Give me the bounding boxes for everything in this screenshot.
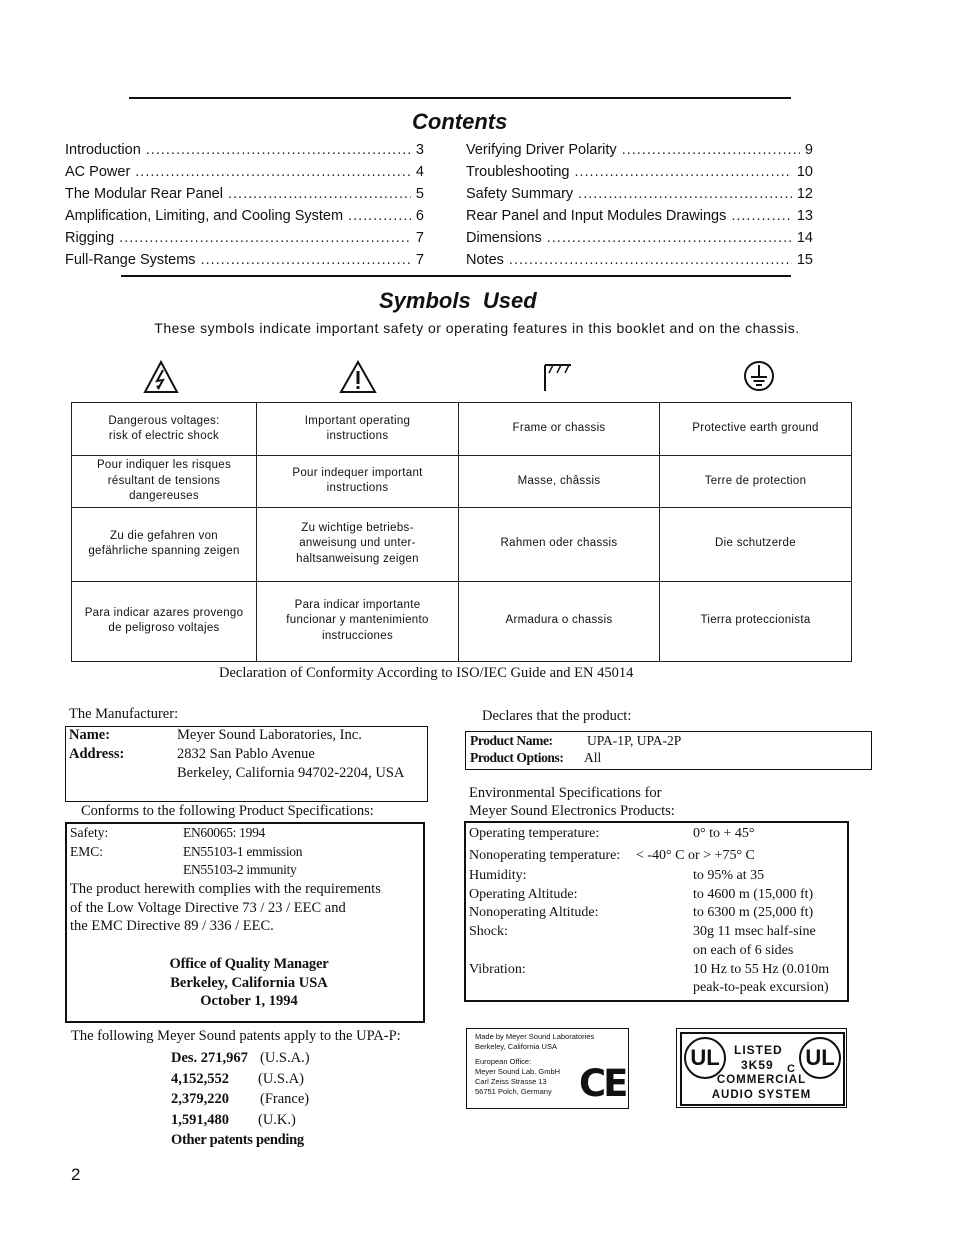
address-line2: Berkeley, California 94702-2204, USA <box>177 765 405 781</box>
table-cell: Rahmen oder chassis <box>459 507 660 581</box>
table-cell: Terre de protection <box>660 456 852 508</box>
table-row <box>72 507 852 581</box>
symbols-title: Symbols Used <box>379 288 537 313</box>
exclamation-triangle-icon <box>339 360 377 399</box>
ul-logo-icon: UL <box>684 1037 726 1079</box>
toc-page: 15 <box>796 252 813 268</box>
toc-entry[interactable] <box>466 164 813 180</box>
toc-entry[interactable] <box>466 186 813 202</box>
toc-label: Rear Panel and Input Modules Drawings <box>466 208 727 224</box>
env-spec-value: on each of 6 sides <box>693 943 794 958</box>
toc-entry[interactable] <box>65 252 424 268</box>
toc-page: 7 <box>415 230 424 246</box>
patent-number: 2,379,220 <box>171 1091 229 1107</box>
env-label: Environmental Specifications for <box>469 785 662 801</box>
top-rule <box>129 97 791 99</box>
patent-country: (U.S.A.) <box>260 1050 310 1066</box>
table-cell: Die schutzerde <box>660 507 852 581</box>
toc-page: 7 <box>415 252 424 268</box>
compliance-line: the EMC Directive 89 / 336 / EEC. <box>70 918 274 934</box>
safety-value: EN60065: 1994 <box>183 825 265 840</box>
toc-label: Notes <box>466 252 504 268</box>
name-label: Name: <box>69 727 111 743</box>
toc-page: 5 <box>415 186 424 202</box>
emc-value-1: EN55103-1 emmission <box>183 844 303 859</box>
table-cell: Pour indequer important instructions <box>257 456 459 508</box>
env-spec-value: 10 Hz to 55 Hz (0.010m <box>693 962 830 977</box>
table-cell: Pour indiquer les risques résultant de tensions dangereuses <box>72 456 257 508</box>
toc-page: 10 <box>796 164 813 180</box>
toc-page: 6 <box>415 208 424 224</box>
symbols-intro: These symbols indicate important safety or operating features in this booklet and on the chassis. <box>154 320 800 336</box>
toc-right <box>466 142 813 272</box>
product-options-value: All <box>584 750 602 765</box>
env-spec-value: to 4600 m (15,000 ft) <box>693 887 814 902</box>
emc-label: EMC: <box>70 844 104 859</box>
chassis-ground-icon <box>542 359 574 398</box>
toc-label: The Modular Rear Panel <box>65 186 223 202</box>
env-spec-label: Nonoperating temperature: <box>469 848 621 863</box>
toc-label: Amplification, Limiting, and Cooling System <box>65 208 344 224</box>
ce-line: European Office: <box>475 1057 532 1066</box>
office-line: October 1, 1994 <box>200 993 298 1009</box>
table-cell: Tierra proteccionista <box>660 581 852 661</box>
env-spec-label: Humidity: <box>469 868 527 883</box>
toc-page: 14 <box>796 230 813 246</box>
table-row <box>72 456 852 508</box>
env-spec-value: peak-to-peak excursion) <box>693 980 829 995</box>
toc-entry[interactable] <box>466 142 813 158</box>
section-rule <box>121 275 791 277</box>
name-value: Meyer Sound Laboratories, Inc. <box>177 727 362 743</box>
table-cell: Armadura o chassis <box>459 581 660 661</box>
ul-line: AUDIO SYSTEM <box>711 1089 812 1101</box>
toc-label: AC Power <box>65 164 131 180</box>
product-box <box>465 731 872 770</box>
table-row <box>72 581 852 661</box>
address-line1: 2832 San Pablo Avenue <box>177 746 315 762</box>
protective-earth-icon <box>743 360 775 397</box>
symbols-table <box>71 402 852 662</box>
toc-left <box>65 142 424 272</box>
patent-country: (U.K.) <box>258 1112 296 1128</box>
toc-entry[interactable] <box>65 164 424 180</box>
manufacturer-box <box>65 726 428 802</box>
toc-entry[interactable] <box>65 230 424 246</box>
toc-entry[interactable] <box>65 186 424 202</box>
emc-value-2: EN55103-2 immunity <box>183 862 297 877</box>
ul-logo-icon: UL <box>799 1037 841 1079</box>
table-row <box>72 403 852 456</box>
toc-entry[interactable] <box>466 208 813 224</box>
toc-page: 9 <box>804 142 813 158</box>
patent-number: Des. 271,967 <box>171 1050 248 1066</box>
env-spec-value: to 6300 m (25,000 ft) <box>693 905 814 920</box>
specifications-box <box>65 822 425 1023</box>
toc-page: 3 <box>415 142 424 158</box>
manufacturer-label: The Manufacturer: <box>69 706 179 722</box>
toc-entry[interactable] <box>65 208 424 224</box>
ul-listed: LISTED <box>734 1043 783 1057</box>
table-cell: Zu die gefahren von gefährliche spanning zeigen <box>72 507 257 581</box>
toc-label: Safety Summary <box>466 186 574 202</box>
ce-label-box <box>466 1028 629 1109</box>
patent-number: 4,152,552 <box>171 1071 229 1087</box>
product-name-label: Product Name: <box>470 733 553 748</box>
table-cell: Important operating instructions <box>257 403 459 456</box>
ul-code: 3K59 <box>741 1058 774 1072</box>
toc-page: 4 <box>415 164 424 180</box>
toc-label: Rigging <box>65 230 115 246</box>
toc-entry[interactable] <box>65 142 424 158</box>
env-spec-label: Operating Altitude: <box>469 887 578 902</box>
declares-label: Declares that the product: <box>482 708 632 724</box>
env-label: Meyer Sound Electronics Products: <box>469 803 675 819</box>
ce-mark-icon: CE <box>579 1062 626 1105</box>
toc-label: Dimensions <box>466 230 542 246</box>
declaration-title: Declaration of Conformity According to ISO/IEC Guide and EN 45014 <box>219 665 634 681</box>
ce-line: Berkeley, California USA <box>475 1042 557 1051</box>
product-options-label: Product Options: <box>470 750 564 765</box>
office-line: Berkeley, California USA <box>170 975 328 991</box>
table-cell: Protective earth ground <box>660 403 852 456</box>
patent-country: (France) <box>260 1091 310 1107</box>
env-spec-value: 30g 11 msec half-sine <box>693 924 816 939</box>
ce-line: Carl Zeiss Strasse 13 <box>475 1077 547 1086</box>
toc-label: Introduction <box>65 142 141 158</box>
ul-listing-box <box>676 1028 847 1108</box>
contents-title: Contents <box>412 109 508 134</box>
table-cell: Dangerous voltages: risk of electric shock <box>72 403 257 456</box>
table-cell: Para indicar importante funcionar y mantenimiento instrucciones <box>257 581 459 661</box>
safety-label: Safety: <box>70 825 109 840</box>
table-cell: Zu wichtige betriebs- anweisung und unter- haltsanweisung zeigen <box>257 507 459 581</box>
env-spec-value: < -40° C or > +75° C <box>636 848 755 863</box>
env-spec-label: Operating temperature: <box>469 826 600 841</box>
toc-entry[interactable] <box>466 252 813 268</box>
page-number: 2 <box>71 1165 81 1184</box>
office-line: Office of Quality Manager <box>169 956 329 972</box>
env-spec-label: Vibration: <box>469 962 526 977</box>
env-spec-value: 0° to + 45° <box>693 826 755 841</box>
toc-label: Full-Range Systems <box>65 252 196 268</box>
toc-entry[interactable] <box>466 230 813 246</box>
toc-label: Troubleshooting <box>466 164 570 180</box>
table-cell: Para indicar azares provengo de peligroso voltajes <box>72 581 257 661</box>
toc-page: 12 <box>796 186 813 202</box>
ul-c: C <box>787 1063 795 1075</box>
ce-line: Made by Meyer Sound Laboratories <box>475 1032 595 1041</box>
toc-label: Verifying Driver Polarity <box>466 142 617 158</box>
patent-country: (U.S.A) <box>258 1071 304 1087</box>
patents-pending: Other patents pending <box>171 1132 304 1148</box>
env-spec-label: Nonoperating Altitude: <box>469 905 599 920</box>
ul-line: COMMERCIAL <box>716 1074 807 1086</box>
compliance-line: The product herewith complies with the requirements <box>70 881 381 897</box>
ce-line: 56751 Polch, Germany <box>475 1087 552 1096</box>
compliance-line: of the Low Voltage Directive 73 / 23 / EEC and <box>70 900 346 916</box>
product-name-value: UPA-1P, UPA-2P <box>587 733 682 748</box>
lightning-triangle-icon <box>143 360 179 399</box>
patent-number: 1,591,480 <box>171 1112 229 1128</box>
patents-label: The following Meyer Sound patents apply to the UPA-P: <box>71 1028 401 1044</box>
table-cell: Frame or chassis <box>459 403 660 456</box>
ce-line: Meyer Sound Lab. GmbH <box>475 1067 561 1076</box>
environmental-box <box>464 821 849 1002</box>
table-cell: Masse, châssis <box>459 456 660 508</box>
env-spec-value: to 95% at 35 <box>693 868 765 883</box>
toc-page: 13 <box>796 208 813 224</box>
env-spec-label: Shock: <box>469 924 508 939</box>
conforms-label: Conforms to the following Product Specifications: <box>81 803 374 819</box>
address-label: Address: <box>69 746 125 762</box>
